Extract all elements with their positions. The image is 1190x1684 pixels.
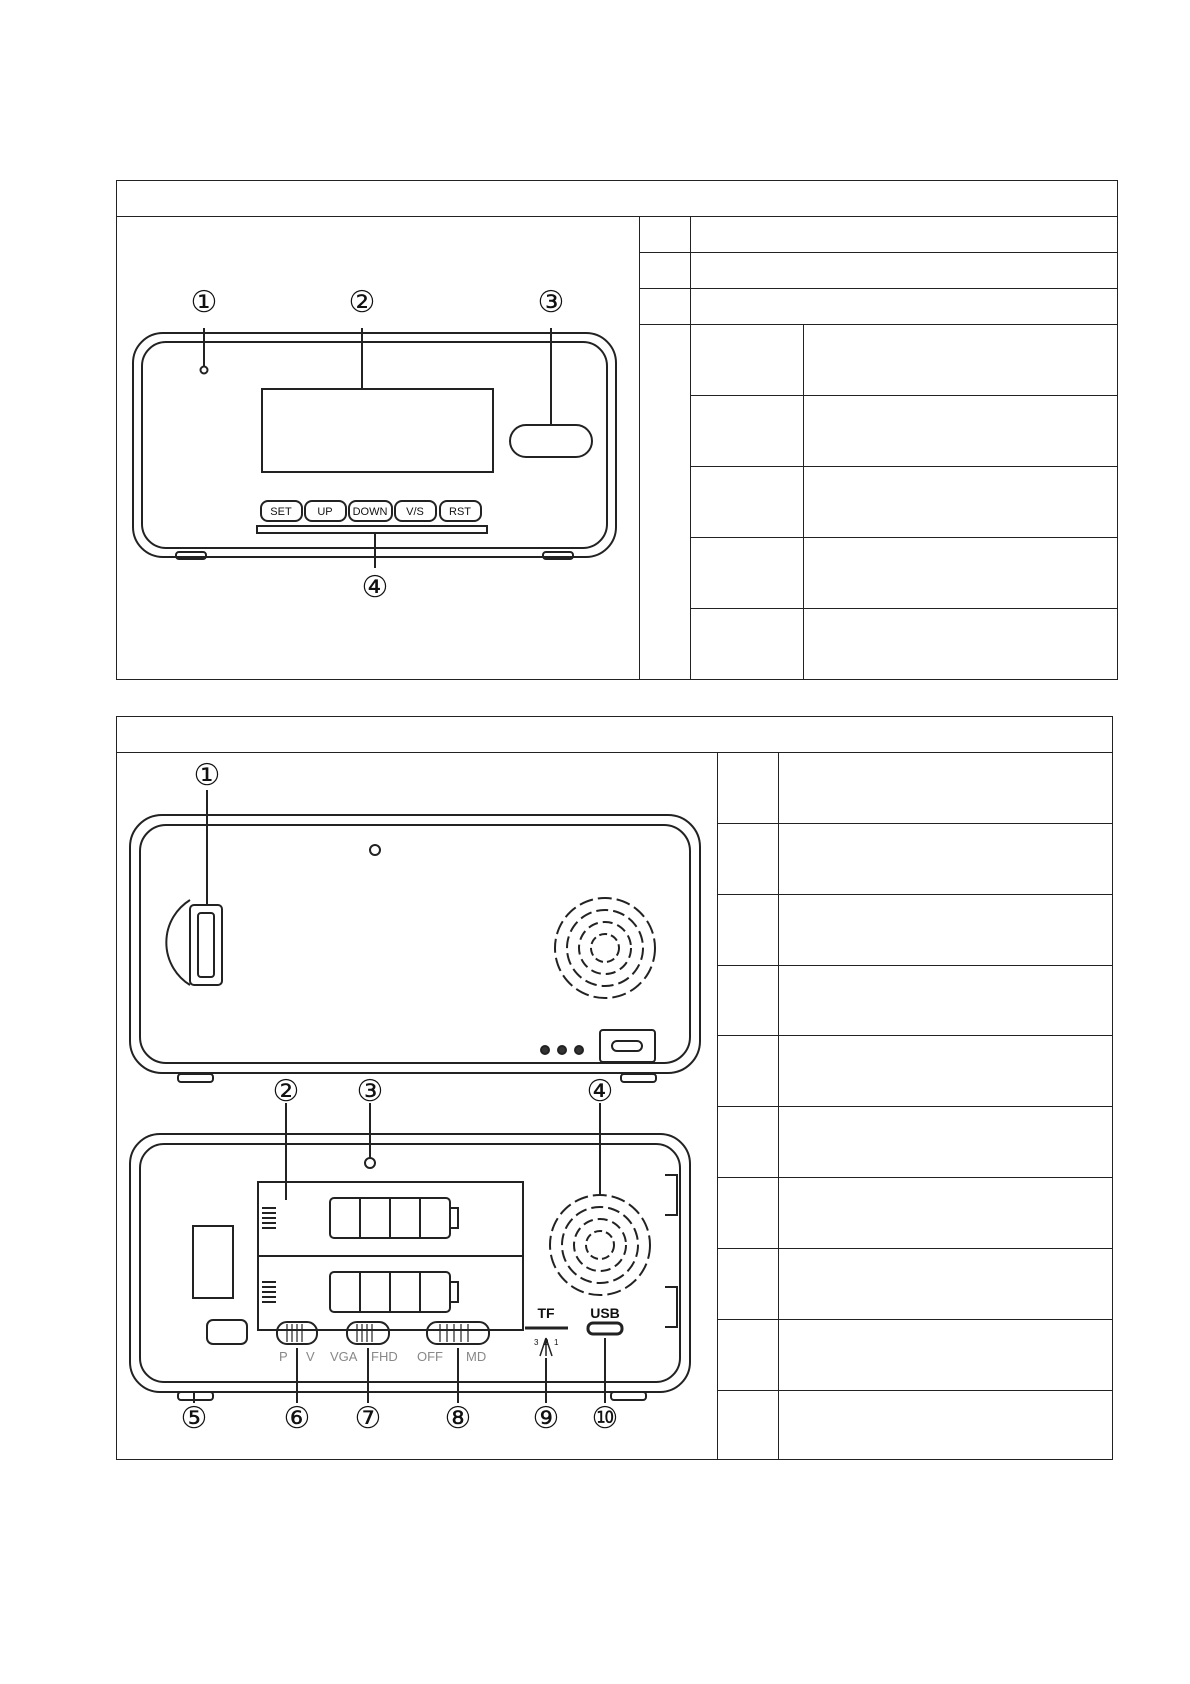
switch-grooves	[287, 1324, 468, 1342]
spring-contact-2	[262, 1282, 276, 1302]
rst-button-label: RST	[449, 506, 471, 518]
tf-small-label-3: 3	[534, 1338, 539, 1347]
tf-label: TF	[537, 1305, 555, 1321]
back-open-square-button	[207, 1320, 247, 1344]
front-callout-2: ②	[348, 286, 376, 319]
battery-1-tip	[450, 1208, 458, 1228]
back-closed-foot-right	[621, 1074, 656, 1082]
back-callout-10: ⑩	[591, 1402, 619, 1435]
front-sensor-window	[510, 425, 592, 457]
front-display-screen	[262, 389, 493, 472]
back-callout-5: ⑤	[180, 1402, 208, 1435]
usb-port	[588, 1323, 622, 1334]
switch-label-vga: VGA	[330, 1349, 358, 1364]
back-callout-3: ③	[356, 1075, 384, 1108]
back-open-latch-slot	[193, 1226, 233, 1298]
up-button-label: UP	[317, 506, 333, 518]
back-closed-outer-shell	[130, 815, 700, 1073]
back-callout-7: ⑦	[354, 1402, 382, 1435]
back-closed-usb-port	[612, 1041, 642, 1051]
back-open-hole	[365, 1158, 375, 1168]
down-button-label: DOWN	[352, 506, 388, 518]
back-closed-hinge-arc	[166, 900, 190, 985]
switch-label-off: OFF	[417, 1349, 443, 1364]
tf-small-label-2: 2	[544, 1338, 549, 1347]
back-closed-latch	[190, 905, 222, 985]
motion-detect-switch	[427, 1322, 489, 1344]
set-button-label: SET	[270, 506, 292, 518]
spring-contact-1	[262, 1208, 276, 1228]
battery-2-tip	[450, 1282, 458, 1302]
back-closed-speaker-grill	[555, 898, 655, 998]
vs-button-label: V/S	[406, 506, 424, 518]
switch-label-v: V	[306, 1349, 315, 1364]
front-button-strip	[257, 526, 487, 533]
switch-label-fhd: FHD	[371, 1349, 398, 1364]
back-closed-usb-port-frame	[600, 1030, 655, 1062]
usb-label: USB	[590, 1305, 620, 1321]
tf-small-label-1: 1	[554, 1338, 559, 1347]
back-callout-9: ⑨	[532, 1402, 560, 1435]
back-closed-hole	[370, 845, 380, 855]
back-open-foot-left	[178, 1392, 213, 1400]
back-callout-8: ⑧	[444, 1402, 472, 1435]
front-callout-4: ④	[361, 571, 389, 604]
front-device-illustration	[133, 328, 616, 568]
front-callout-3: ③	[537, 286, 565, 319]
back-open-foot-right	[611, 1392, 646, 1400]
front-indicator-hole	[201, 367, 208, 374]
back-callout-4: ④	[586, 1075, 614, 1108]
back-device-open-illustration	[130, 1103, 690, 1403]
back-closed-latch-inner	[198, 913, 214, 977]
led-dot-1	[541, 1046, 549, 1054]
front-callout-1: ①	[190, 286, 218, 319]
back-callout-2: ②	[272, 1075, 300, 1108]
resolution-switch	[347, 1322, 389, 1344]
led-dot-3	[575, 1046, 583, 1054]
back-callout-1: ①	[193, 759, 221, 792]
back-callout-6: ⑥	[283, 1402, 311, 1435]
back-device-closed-illustration	[130, 790, 700, 1082]
back-open-speaker-grill	[550, 1195, 650, 1295]
led-dot-2	[558, 1046, 566, 1054]
back-open-hinge-tabs	[665, 1175, 677, 1327]
switch-label-p: P	[279, 1349, 288, 1364]
back-closed-foot-left	[178, 1074, 213, 1082]
switch-label-md: MD	[466, 1349, 487, 1364]
